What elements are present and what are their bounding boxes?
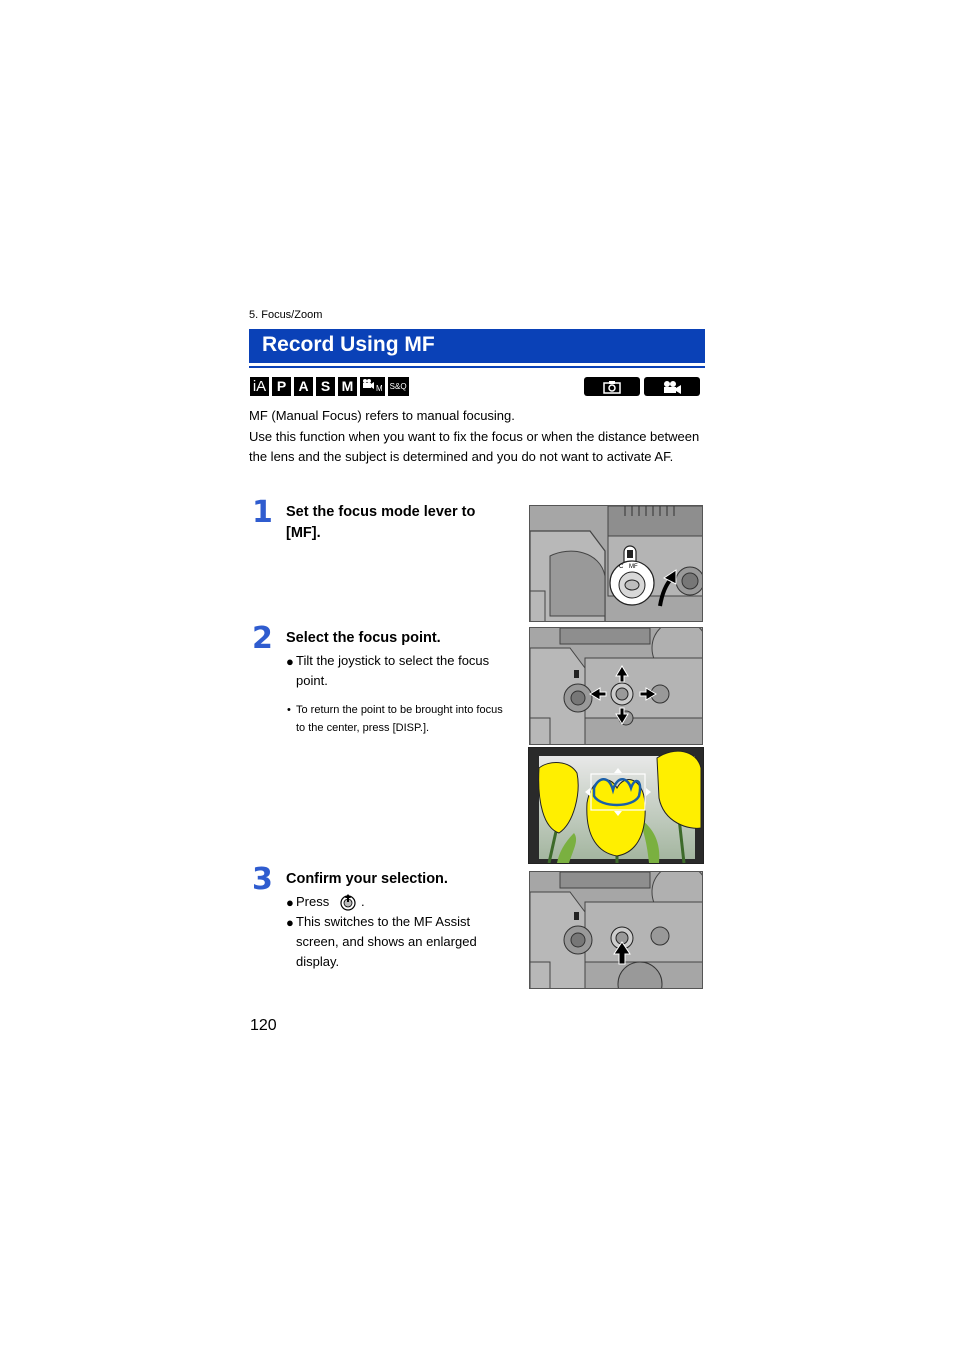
step-3-title: Confirm your selection.: [286, 871, 448, 887]
intro-text: [249, 406, 709, 468]
mode-icons: [250, 377, 409, 396]
camera-icon: [584, 377, 640, 396]
focus-point-screen: [528, 747, 704, 864]
mode-m: M: [338, 377, 357, 396]
intro-line-1: MF (Manual Focus) refers to manual focusing.: [249, 408, 515, 423]
step-3-number: 3: [252, 862, 273, 897]
mode-p: P: [272, 377, 291, 396]
mode-ia: iA: [250, 377, 269, 396]
lever-label-mf: MF: [629, 564, 638, 570]
title-underline: [249, 366, 705, 368]
step-3-bullet-2-text: This switches to the MF Assist screen, and shows an enlarged display.: [296, 914, 477, 969]
step-1-title: Set the focus mode lever to [MF].: [286, 504, 476, 541]
page-title: Record Using MF: [262, 333, 435, 356]
joystick-press-illustration: [529, 871, 703, 989]
step-3-bullet-1-text: Press: [296, 894, 330, 909]
step-3-bullet-2-marker: ●: [286, 915, 294, 930]
step-2-bullet-marker: ●: [286, 654, 294, 669]
recording-icons: [584, 377, 700, 396]
movie-camera-icon: [644, 377, 700, 396]
mode-s: S: [316, 377, 335, 396]
joystick-illustration: [529, 627, 703, 745]
step-1-number: 1: [252, 495, 273, 530]
lever-label-c: C: [619, 564, 624, 570]
movie-m-icon: [362, 377, 376, 391]
step-3-bullet-1-marker: ●: [286, 895, 294, 910]
step-2-note-text: To return the point to be brought into focus to the center, press [DISP.].: [296, 704, 503, 734]
page-number: 120: [250, 1017, 277, 1034]
mode-a: A: [294, 377, 313, 396]
mode-creative-video: M: [360, 377, 385, 396]
step-3-bullet-1-suffix: .: [361, 894, 365, 909]
intro-line-2: Use this function when you want to fix the focus or when the distance between the lens and the subject is determined and you do not want to activate AF.: [249, 428, 700, 464]
step-2-title: Select the focus point.: [286, 630, 441, 646]
step-2-note-marker: •: [287, 704, 291, 716]
page-title-bar: [249, 329, 705, 367]
breadcrumb: 5. Focus/Zoom: [249, 309, 323, 321]
mode-sq: S&Q: [388, 377, 409, 396]
step-2-bullet-text: Tilt the joystick to select the focus point.: [296, 653, 490, 688]
step-2-number: 2: [252, 621, 273, 656]
focus-lever-illustration: [529, 505, 703, 622]
